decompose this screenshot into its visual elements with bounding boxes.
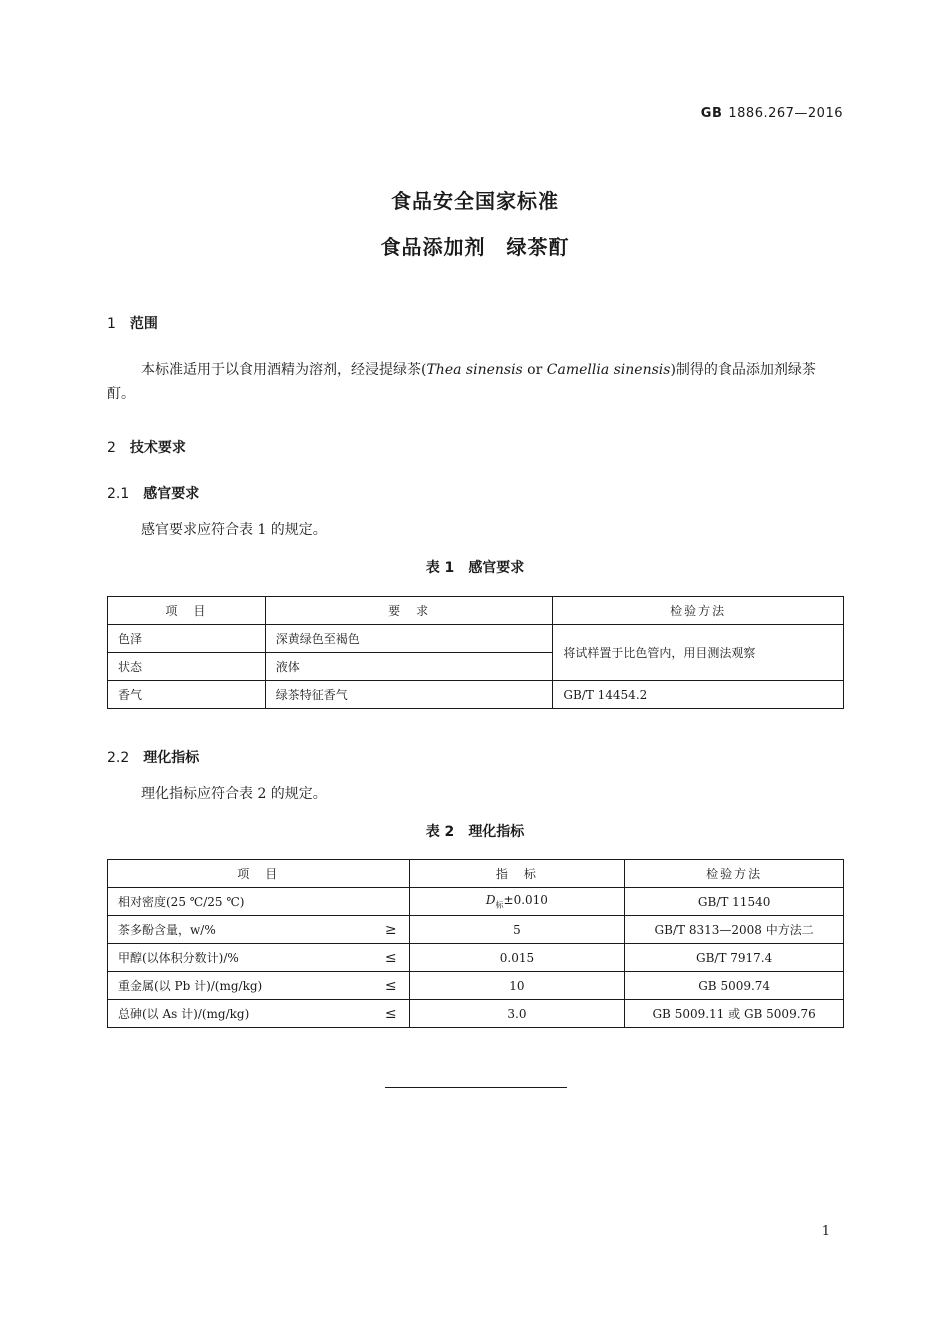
standard-id [701, 106, 843, 121]
header-index: 指 标 [409, 860, 625, 888]
section-title: 范围 [129, 316, 158, 332]
density-tolerance: ±0.010 [503, 892, 548, 907]
section-title: 技术要求 [129, 440, 186, 456]
cell-item [108, 972, 410, 1000]
document-title: 食品安全国家标准 [391, 189, 559, 213]
scope-or: or [522, 362, 547, 378]
caption-number: 表 2 [425, 824, 455, 840]
item-label: 总砷(以 As 计)/(mg/kg) [118, 1007, 250, 1021]
cell-item [108, 1000, 410, 1028]
scope-text-2: )制得的食品添加剂绿茶酊。 [107, 362, 816, 402]
table-1-caption [0, 557, 950, 577]
table-row [108, 972, 844, 1000]
cell-method: GB/T 14454.2 [553, 681, 844, 709]
cell-item [108, 916, 410, 944]
cell-index: 10 [409, 972, 625, 1000]
table-row [108, 1000, 844, 1028]
item-label: 相对密度(25 ℃/25 ℃) [118, 895, 245, 909]
sensory-table [107, 596, 844, 709]
section-2-1-paragraph: 感官要求应符合表 1 的规定。 [141, 522, 327, 538]
cell-item: 状态 [108, 653, 266, 681]
end-rule [385, 1087, 567, 1088]
cell-method: GB 5009.74 [625, 972, 844, 1000]
comparison-symbol: ≥ [384, 921, 397, 938]
cell-item [108, 944, 410, 972]
section-number: 1 [107, 316, 116, 332]
physicochemical-table [107, 859, 844, 1028]
cell-item: 香气 [108, 681, 266, 709]
cell-requirement: 绿茶特征香气 [265, 681, 553, 709]
cell-index: 5 [409, 916, 625, 944]
scope-text-1: 本标准适用于以食用酒精为溶剂，经浸提绿茶( [141, 362, 427, 378]
section-2-2-heading [107, 747, 199, 767]
density-subscript: 标 [495, 900, 504, 910]
table-row [108, 944, 844, 972]
caption-number: 表 1 [425, 560, 455, 576]
header-method: 检验方法 [553, 597, 844, 625]
density-symbol: D [485, 892, 496, 907]
page-number: 1 [821, 1224, 830, 1239]
item-label: 甲醇(以体积分数计)/% [118, 951, 239, 965]
cell-method: GB/T 8313—2008 中方法二 [625, 916, 844, 944]
header-requirement: 要 求 [265, 597, 553, 625]
table-row [108, 888, 844, 916]
cell-method-merged: 将试样置于比色管内，用目测法观察 [553, 625, 844, 681]
section-2-2-paragraph: 理化指标应符合表 2 的规定。 [141, 786, 327, 802]
section-1-heading [107, 313, 158, 333]
cell-method: GB/T 11540 [625, 888, 844, 916]
caption-title: 感官要求 [468, 560, 525, 576]
scope-latin-2: Camellia sinensis [546, 362, 671, 378]
table-header-row [108, 597, 844, 625]
section-number: 2.1 [107, 486, 130, 502]
section-number: 2.2 [107, 750, 130, 766]
item-label: 重金属(以 Pb 计)/(mg/kg) [118, 979, 263, 993]
section-2-heading [107, 437, 186, 457]
standard-prefix: GB [700, 106, 723, 121]
cell-requirement: 深黄绿色至褐色 [265, 625, 553, 653]
cell-item [108, 888, 410, 916]
cell-index: 3.0 [409, 1000, 625, 1028]
comparison-symbol: ≤ [384, 977, 397, 994]
cell-index [409, 888, 625, 916]
cell-method: GB/T 7917.4 [625, 944, 844, 972]
standard-number: 1886.267—2016 [728, 106, 843, 121]
comparison-symbol: ≤ [384, 949, 397, 966]
header-item: 项 目 [108, 597, 266, 625]
table-row [108, 625, 844, 653]
header-item: 项 目 [108, 860, 410, 888]
cell-method: GB 5009.11 或 GB 5009.76 [625, 1000, 844, 1028]
section-title: 理化指标 [143, 750, 200, 766]
scope-latin-1: Thea sinensis [426, 362, 523, 378]
table-2-caption [0, 821, 950, 841]
table-row [108, 681, 844, 709]
table-row [108, 916, 844, 944]
scope-paragraph [107, 358, 843, 406]
cell-index: 0.015 [409, 944, 625, 972]
header-method: 检验方法 [625, 860, 844, 888]
section-number: 2 [107, 440, 116, 456]
caption-title: 理化指标 [468, 824, 525, 840]
table-header-row [108, 860, 844, 888]
cell-item: 色泽 [108, 625, 266, 653]
document-subtitle: 食品添加剂 绿茶酊 [380, 235, 570, 259]
section-title: 感官要求 [143, 486, 200, 502]
section-2-1-heading [107, 483, 199, 503]
comparison-symbol: ≤ [384, 1005, 397, 1022]
cell-requirement: 液体 [265, 653, 553, 681]
item-label: 茶多酚含量，w/% [118, 923, 216, 937]
